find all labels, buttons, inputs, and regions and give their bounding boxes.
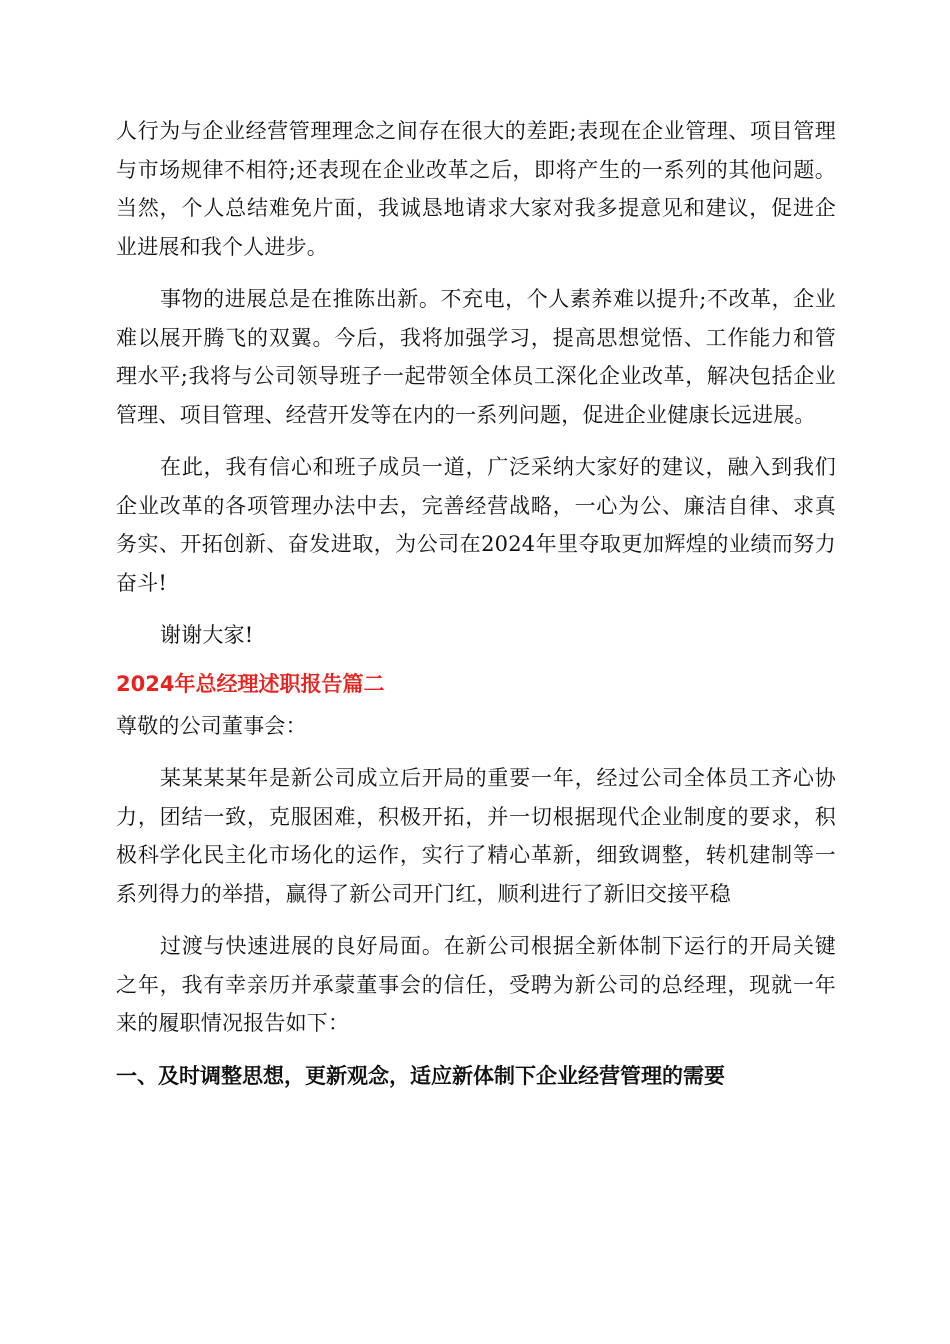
paragraph-thanks: 谢谢大家! xyxy=(160,623,254,647)
subsection-heading-1: 一、及时调整思想，更新观念，适应新体制下企业经营管理的需要 xyxy=(116,1063,725,1088)
section-heading-report-two: 2024年总经理述职报告篇二 xyxy=(116,671,385,696)
greeting-line: 尊敬的公司董事会： xyxy=(116,713,307,738)
paragraph-5: 某某某某年是新公司成立后开局的重要一年，经过公司全体员工齐心协力，团结一致，克服困难，积极开拓，并一切根据现代企业制度的要求，积极科学化民主化市场化的运作，实行了精心革新，细致调整，转机建制等一系列得力的举措，赢得了新公司开门红，顺利进行了新旧交接平稳 xyxy=(116,766,836,906)
paragraph-2: 事物的进展总是在推陈出新。不充电，个人素养难以提升;不改革，企业难以展开腾飞的双翼。今后，我将加强学习，提高思想觉悟、工作能力和管理水平;我将与公司领导班子一起带领全体员工深化企业改革，解决包括企业管理、项目管理、经营开发等在内的一系列问题，促进企业健康长远进展。 xyxy=(116,287,836,427)
document-page xyxy=(116,112,836,1095)
paragraph-3: 在此，我有信心和班子成员一道，广泛采纳大家好的建议，融入到我们企业改革的各项管理办法中去，完善经营战略，一心为公、廉洁自律、求真务实、开拓创新、奋发进取，为公司在2024年里夺取更加辉煌的业绩而努力奋斗! xyxy=(116,455,836,595)
paragraph-6: 过渡与快速进展的良好局面。在新公司根据全新体制下运行的开局关键之年，我有幸亲历并承蒙董事会的信任，受聘为新公司的总经理，现就一年来的履职情况报告如下： xyxy=(116,934,836,1035)
paragraph-1: 人行为与企业经营管理理念之间存在很大的差距;表现在企业管理、项目管理与市场规律不相符;还表现在企业改革之后，即将产生的一系列的其他问题。当然，个人总结难免片面，我诚恳地请求大家对我多提意见和建议，促进企业进展和我个人进步。 xyxy=(116,119,836,259)
